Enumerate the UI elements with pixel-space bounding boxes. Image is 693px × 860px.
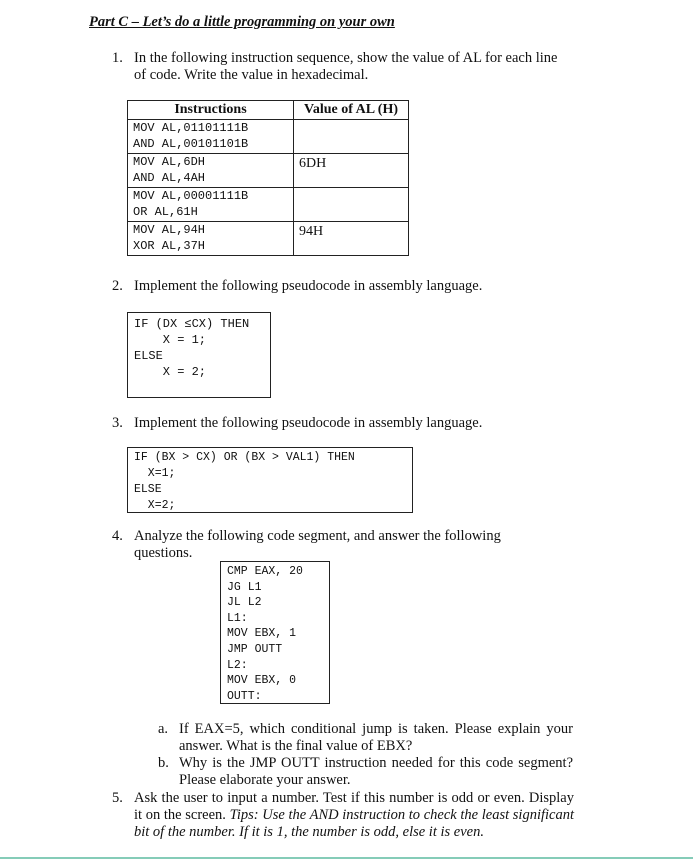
- question-5-body: [134, 790, 574, 841]
- value-cell: [294, 188, 409, 222]
- question-3-number: 3.: [112, 415, 123, 431]
- question-3-text: Implement the following pseudocode in assembly language.: [134, 415, 483, 431]
- table-row: [128, 120, 409, 154]
- question-1-text: In the following instruction sequence, show the value of AL for each line of code. Write the value in hexadecimal.: [134, 50, 558, 83]
- question-3-code: IF (BX > CX) OR (BX > VAL1) THEN X=1; ELSE X=2;: [134, 451, 355, 512]
- question-5-text: Ask the user to input a number. Test if this number is odd or even. Display it on the screen.: [134, 790, 574, 823]
- question-4a-label: a.: [158, 721, 169, 737]
- value-cell: [294, 120, 409, 154]
- question-5-tip: Tips: Use the AND instruction to check the least significant bit of the number. If it is 1, the number is odd, else it is even.: [134, 807, 574, 840]
- table-row: [128, 188, 409, 222]
- table-header-instructions: Instructions: [128, 101, 294, 120]
- question-4-text: Analyze the following code segment, and answer the following questions.: [134, 528, 501, 561]
- value-cell: 94H: [294, 222, 409, 256]
- table-row: [128, 222, 409, 256]
- question-5-number: 5.: [112, 790, 123, 806]
- value-cell: 6DH: [294, 154, 409, 188]
- question-4b-label: b.: [158, 755, 169, 771]
- al-value-table: [127, 100, 409, 256]
- question-2-code: IF (DX ≤CX) THEN X = 1; ELSE X = 2;: [134, 317, 250, 379]
- table-header-row: [128, 101, 409, 120]
- table-header-value: Value of AL (H): [294, 101, 409, 120]
- instruction-cell: MOV AL,01101111B AND AL,00101101B: [128, 120, 294, 154]
- instruction-cell: MOV AL,94H XOR AL,37H: [128, 222, 294, 256]
- question-4-number: 4.: [112, 528, 123, 544]
- question-4b-text: Why is the JMP OUTT instruction needed for this code segment? Please elaborate your answer.: [179, 755, 573, 788]
- table-row: [128, 154, 409, 188]
- instruction-cell: MOV AL,00001111B OR AL,61H: [128, 188, 294, 222]
- page-title: Part C – Let’s do a little programming on your own: [89, 14, 395, 30]
- instruction-cell: MOV AL,6DH AND AL,4AH: [128, 154, 294, 188]
- question-1-number: 1.: [112, 50, 123, 66]
- page-bottom-edge: [0, 857, 693, 859]
- question-2-number: 2.: [112, 278, 123, 294]
- question-2-code-box: [127, 312, 271, 398]
- question-3-code-box: [127, 447, 413, 513]
- question-4-code-box: [220, 561, 330, 704]
- question-4-code: CMP EAX, 20 JG L1 JL L2 L1: MOV EBX, 1 JMP OUTT L2: MOV EBX, 0 OUTT:: [227, 565, 303, 703]
- question-2-text: Implement the following pseudocode in assembly language.: [134, 278, 483, 294]
- question-4a-text: If EAX=5, which conditional jump is taken. Please explain your answer. What is the final value of EBX?: [179, 721, 573, 754]
